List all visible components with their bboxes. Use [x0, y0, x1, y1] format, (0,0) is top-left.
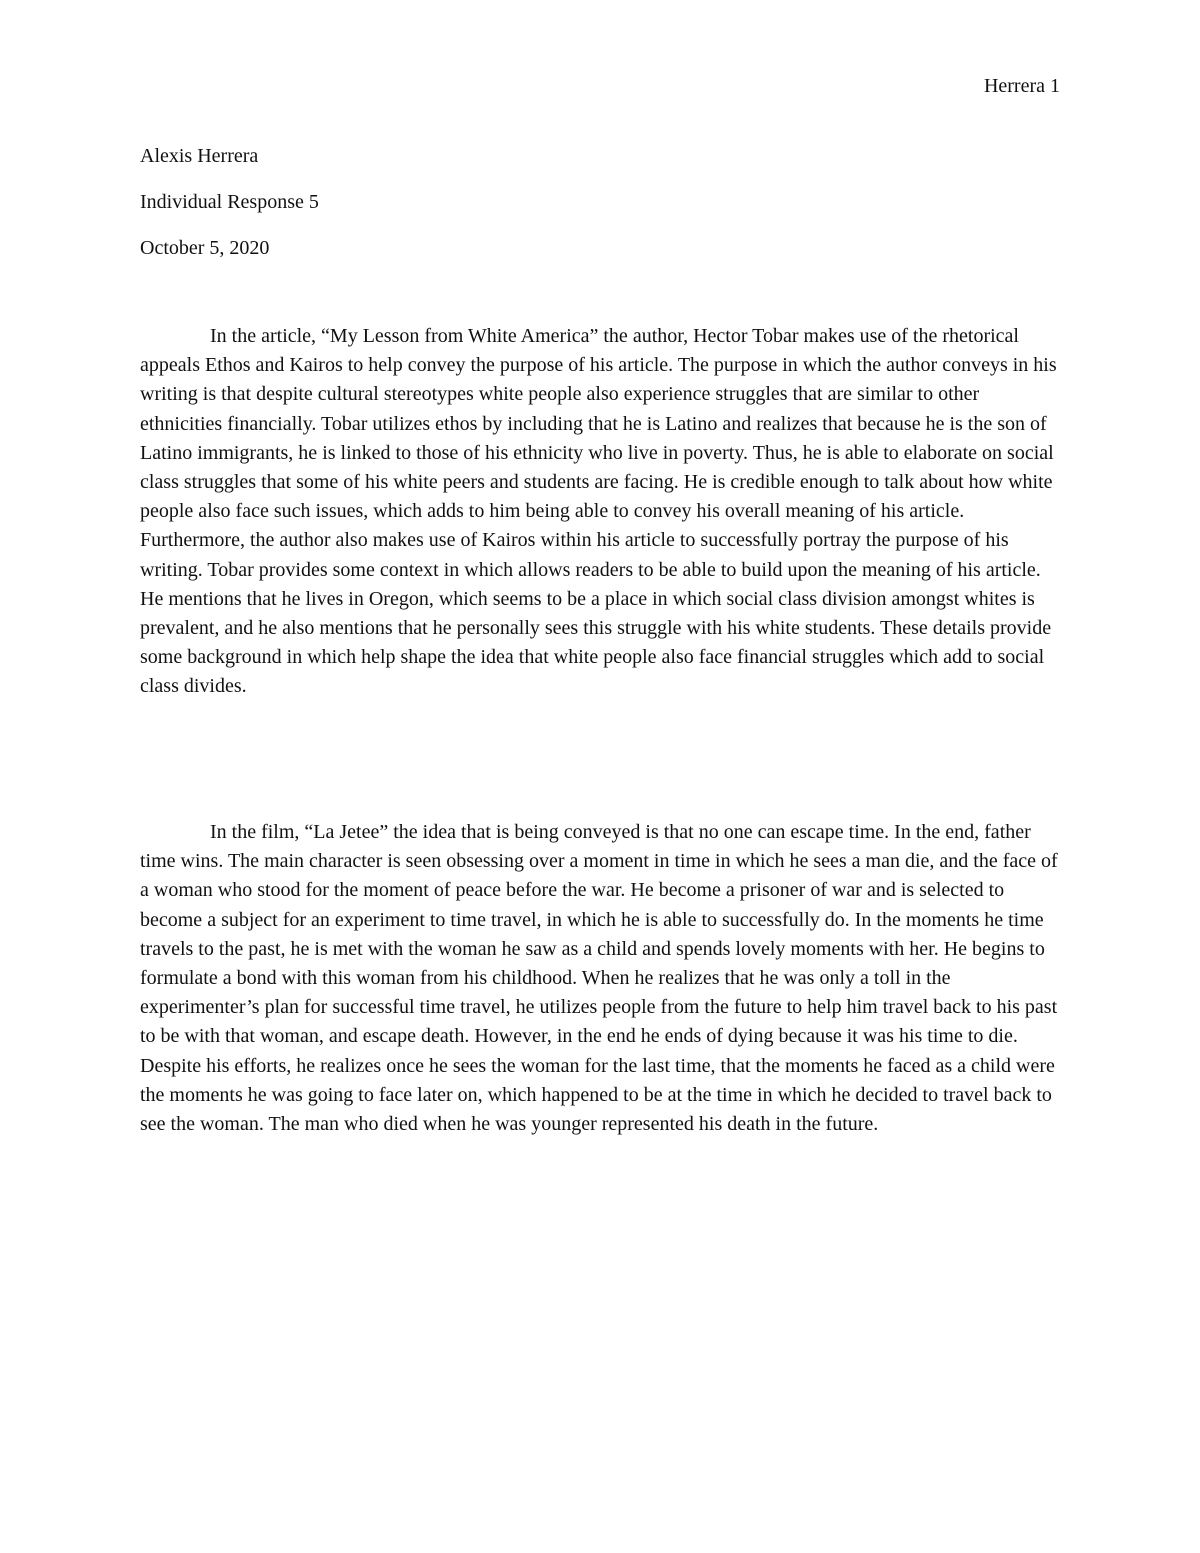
document-date: October 5, 2020: [140, 237, 270, 259]
body-paragraph-article-analysis: In the article, “My Lesson from White America” the author, Hector Tobar makes use of the rhetorical appeals Ethos and Kairos to help convey the purpose of his article. The purpose in which the author conveys in his writing is that despite cultural stereotypes white people also experience struggles that are similar to other ethnicities financially. Tobar utilizes ethos by including that he is Latino and realizes that because he is the son of Latino immigrants, he is linked to those of his ethnicity who live in poverty. Thus, he is able to elaborate on social class struggles that some of his white peers and students are facing. He is credible enough to talk about how white people also face such issues, which adds to him being able to convey his overall meaning of his article. Furthermore, the author also makes use of Kairos within his article to successfully portray the purpose of his writing. Tobar provides some context in which allows readers to be able to build upon the meaning of his article. He mentions that he lives in Oregon, which seems to be a place in which social class division amongst whites is prevalent, and he also mentions that he personally sees this struggle with his white students. These details provide some background in which help shape the idea that white people also face financial struggles which add to social class divides.: [140, 325, 1057, 698]
assignment-title: Individual Response 5: [140, 191, 319, 213]
mla-heading: [140, 144, 1060, 282]
body-paragraph-film-analysis: In the film, “La Jetee” the idea that is being conveyed is that no one can escape time. In the end, father time wins. The main character is seen obsessing over a moment in time in which he sees a man die, and the face of a woman who stood for the moment of peace before the war. He become a prisoner of war and is selected to become a subject for an experiment to time travel, in which he is able to successfully do. In the moments he time travels to the past, he is met with the woman he saw as a child and spends lovely moments with her. He begins to formulate a bond with this woman from his childhood. When he realizes that he was only a toll in the experimenter’s plan for successful time travel, he utilizes people from the future to help him travel back to his past to be with that woman, and escape death. However, in the end he ends of dying because it was his time to die. Despite his efforts, he realizes once he sees the woman for the last time, that the moments he faced as a child were the moments he was going to face later on, which happened to be at the time in which he decided to travel back to see the woman. The man who died when he was younger represented his death in the future.: [140, 821, 1058, 1136]
author-name: Alexis Herrera: [140, 145, 259, 167]
running-header-page-number: Herrera 1: [983, 75, 1060, 97]
